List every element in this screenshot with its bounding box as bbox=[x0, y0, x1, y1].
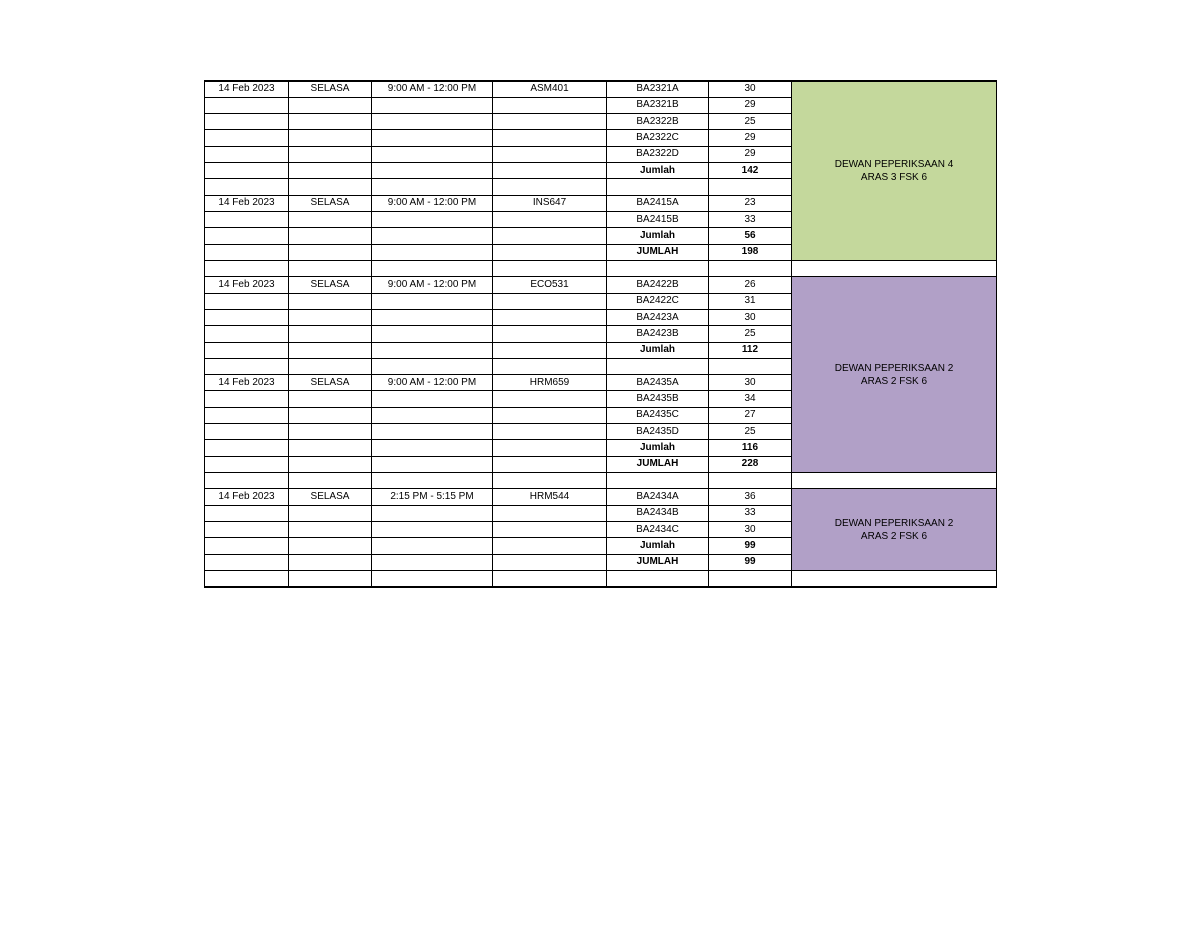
course-code-cell bbox=[493, 505, 607, 521]
exam-date-cell: 14 Feb 2023 bbox=[205, 489, 289, 505]
exam-time-cell: 9:00 AM - 12:00 PM bbox=[372, 81, 493, 97]
student-group-cell: BA2434C bbox=[607, 521, 709, 537]
empty-cell bbox=[205, 260, 289, 276]
empty-cell bbox=[709, 570, 792, 586]
student-count-cell: 25 bbox=[709, 424, 792, 440]
exam-day-cell bbox=[289, 130, 372, 146]
exam-date-cell bbox=[205, 521, 289, 537]
exam-date-cell bbox=[205, 342, 289, 358]
student-group-cell: BA2435C bbox=[607, 407, 709, 423]
student-count-cell: 31 bbox=[709, 293, 792, 309]
venue-floor-name: ARAS 3 FSK 6 bbox=[860, 171, 928, 183]
student-count-cell: 26 bbox=[709, 277, 792, 293]
student-count-cell bbox=[709, 358, 792, 374]
separator-row bbox=[205, 260, 997, 276]
course-code-cell bbox=[493, 212, 607, 228]
student-count-cell: 99 bbox=[709, 554, 792, 570]
student-group-cell: BA2415B bbox=[607, 212, 709, 228]
exam-time-cell bbox=[372, 293, 493, 309]
empty-cell bbox=[493, 260, 607, 276]
exam-time-cell bbox=[372, 114, 493, 130]
exam-day-cell bbox=[289, 407, 372, 423]
exam-venue-cell bbox=[792, 489, 997, 571]
exam-date-cell bbox=[205, 391, 289, 407]
student-group-cell bbox=[607, 179, 709, 195]
student-count-cell: 30 bbox=[709, 521, 792, 537]
exam-date-cell bbox=[205, 228, 289, 244]
empty-cell bbox=[372, 570, 493, 586]
exam-date-cell bbox=[205, 212, 289, 228]
student-group-cell: JUMLAH bbox=[607, 244, 709, 260]
exam-day-cell: SELASA bbox=[289, 195, 372, 211]
exam-date-cell bbox=[205, 97, 289, 113]
exam-day-cell bbox=[289, 179, 372, 195]
exam-time-cell bbox=[372, 554, 493, 570]
exam-time-cell bbox=[372, 97, 493, 113]
course-code-cell bbox=[493, 146, 607, 162]
course-code-cell bbox=[493, 456, 607, 472]
student-group-cell: JUMLAH bbox=[607, 456, 709, 472]
exam-schedule-body bbox=[205, 81, 997, 587]
exam-date-cell bbox=[205, 244, 289, 260]
student-group-cell: BA2423A bbox=[607, 309, 709, 325]
student-group-cell: BA2435A bbox=[607, 375, 709, 391]
exam-date-cell bbox=[205, 554, 289, 570]
separator-row bbox=[205, 570, 997, 586]
exam-date-cell bbox=[205, 130, 289, 146]
student-group-cell: Jumlah bbox=[607, 440, 709, 456]
exam-day-cell bbox=[289, 212, 372, 228]
exam-date-cell bbox=[205, 424, 289, 440]
empty-cell bbox=[493, 570, 607, 586]
course-code-cell bbox=[493, 342, 607, 358]
student-group-cell: BA2434A bbox=[607, 489, 709, 505]
table-row bbox=[205, 277, 997, 293]
exam-date-cell bbox=[205, 179, 289, 195]
exam-venue-cell bbox=[792, 277, 997, 473]
student-group-cell: BA2322D bbox=[607, 146, 709, 162]
exam-day-cell: SELASA bbox=[289, 277, 372, 293]
student-group-cell bbox=[607, 358, 709, 374]
student-count-cell: 30 bbox=[709, 375, 792, 391]
venue-hall-name: DEWAN PEPERIKSAAN 2 bbox=[834, 517, 954, 529]
exam-date-cell bbox=[205, 293, 289, 309]
exam-day-cell bbox=[289, 391, 372, 407]
exam-time-cell: 9:00 AM - 12:00 PM bbox=[372, 375, 493, 391]
student-count-cell: 228 bbox=[709, 456, 792, 472]
exam-date-cell bbox=[205, 505, 289, 521]
student-count-cell: 99 bbox=[709, 538, 792, 554]
exam-time-cell bbox=[372, 244, 493, 260]
student-group-cell: BA2415A bbox=[607, 195, 709, 211]
course-code-cell bbox=[493, 114, 607, 130]
student-group-cell: BA2321A bbox=[607, 81, 709, 97]
student-group-cell: BA2322C bbox=[607, 130, 709, 146]
student-group-cell: BA2322B bbox=[607, 114, 709, 130]
venue-floor-name: ARAS 2 FSK 6 bbox=[860, 530, 928, 542]
empty-cell bbox=[792, 473, 997, 489]
student-count-cell: 56 bbox=[709, 228, 792, 244]
student-count-cell: 30 bbox=[709, 309, 792, 325]
exam-day-cell bbox=[289, 521, 372, 537]
student-count-cell: 142 bbox=[709, 163, 792, 179]
student-count-cell: 27 bbox=[709, 407, 792, 423]
exam-day-cell: SELASA bbox=[289, 81, 372, 97]
exam-date-cell: 14 Feb 2023 bbox=[205, 375, 289, 391]
exam-day-cell bbox=[289, 309, 372, 325]
exam-time-cell bbox=[372, 146, 493, 162]
student-count-cell: 116 bbox=[709, 440, 792, 456]
exam-time-cell: 9:00 AM - 12:00 PM bbox=[372, 195, 493, 211]
student-group-cell: Jumlah bbox=[607, 163, 709, 179]
student-group-cell: BA2422C bbox=[607, 293, 709, 309]
student-count-cell: 25 bbox=[709, 326, 792, 342]
exam-day-cell bbox=[289, 97, 372, 113]
course-code-cell: HRM659 bbox=[493, 375, 607, 391]
exam-date-cell bbox=[205, 358, 289, 374]
empty-cell bbox=[607, 570, 709, 586]
exam-date-cell bbox=[205, 114, 289, 130]
exam-day-cell bbox=[289, 456, 372, 472]
empty-cell bbox=[289, 260, 372, 276]
student-count-cell: 33 bbox=[709, 505, 792, 521]
course-code-cell bbox=[493, 424, 607, 440]
course-code-cell bbox=[493, 440, 607, 456]
student-count-cell: 198 bbox=[709, 244, 792, 260]
student-count-cell: 112 bbox=[709, 342, 792, 358]
table-row bbox=[205, 81, 997, 97]
empty-cell bbox=[709, 473, 792, 489]
exam-time-cell bbox=[372, 130, 493, 146]
exam-date-cell: 14 Feb 2023 bbox=[205, 81, 289, 97]
course-code-cell bbox=[493, 244, 607, 260]
empty-cell bbox=[792, 260, 997, 276]
student-count-cell: 29 bbox=[709, 146, 792, 162]
exam-day-cell bbox=[289, 554, 372, 570]
exam-day-cell bbox=[289, 244, 372, 260]
empty-cell bbox=[205, 570, 289, 586]
empty-cell bbox=[289, 570, 372, 586]
exam-time-cell bbox=[372, 342, 493, 358]
exam-time-cell: 9:00 AM - 12:00 PM bbox=[372, 277, 493, 293]
exam-date-cell: 14 Feb 2023 bbox=[205, 277, 289, 293]
empty-cell bbox=[372, 473, 493, 489]
student-group-cell: BA2422B bbox=[607, 277, 709, 293]
exam-time-cell bbox=[372, 326, 493, 342]
exam-date-cell bbox=[205, 456, 289, 472]
exam-day-cell bbox=[289, 424, 372, 440]
exam-day-cell bbox=[289, 114, 372, 130]
course-code-cell: INS647 bbox=[493, 195, 607, 211]
course-code-cell bbox=[493, 293, 607, 309]
student-count-cell: 33 bbox=[709, 212, 792, 228]
exam-time-cell bbox=[372, 163, 493, 179]
empty-cell bbox=[372, 260, 493, 276]
venue-floor-name: ARAS 2 FSK 6 bbox=[860, 375, 928, 387]
exam-time-cell bbox=[372, 538, 493, 554]
table-row bbox=[205, 489, 997, 505]
student-group-cell: Jumlah bbox=[607, 228, 709, 244]
exam-date-cell bbox=[205, 146, 289, 162]
empty-cell bbox=[607, 260, 709, 276]
course-code-cell bbox=[493, 309, 607, 325]
exam-date-cell bbox=[205, 407, 289, 423]
exam-day-cell bbox=[289, 342, 372, 358]
exam-day-cell: SELASA bbox=[289, 375, 372, 391]
exam-day-cell bbox=[289, 228, 372, 244]
exam-day-cell bbox=[289, 505, 372, 521]
student-count-cell: 23 bbox=[709, 195, 792, 211]
student-group-cell: BA2435B bbox=[607, 391, 709, 407]
venue-hall-name: DEWAN PEPERIKSAAN 2 bbox=[834, 362, 954, 374]
student-group-cell: Jumlah bbox=[607, 538, 709, 554]
course-code-cell bbox=[493, 358, 607, 374]
exam-day-cell: SELASA bbox=[289, 489, 372, 505]
exam-date-cell bbox=[205, 326, 289, 342]
exam-time-cell bbox=[372, 309, 493, 325]
empty-cell bbox=[607, 473, 709, 489]
course-code-cell bbox=[493, 538, 607, 554]
course-code-cell bbox=[493, 228, 607, 244]
exam-day-cell bbox=[289, 358, 372, 374]
student-count-cell: 25 bbox=[709, 114, 792, 130]
exam-date-cell bbox=[205, 309, 289, 325]
student-count-cell: 36 bbox=[709, 489, 792, 505]
empty-cell bbox=[709, 260, 792, 276]
exam-time-cell bbox=[372, 391, 493, 407]
exam-date-cell bbox=[205, 440, 289, 456]
student-group-cell: BA2434B bbox=[607, 505, 709, 521]
course-code-cell bbox=[493, 407, 607, 423]
student-count-cell: 34 bbox=[709, 391, 792, 407]
course-code-cell bbox=[493, 163, 607, 179]
exam-time-cell bbox=[372, 440, 493, 456]
course-code-cell bbox=[493, 97, 607, 113]
exam-time-cell bbox=[372, 521, 493, 537]
exam-time-cell bbox=[372, 407, 493, 423]
student-group-cell: BA2321B bbox=[607, 97, 709, 113]
exam-time-cell bbox=[372, 179, 493, 195]
course-code-cell: ASM401 bbox=[493, 81, 607, 97]
course-code-cell: ECO531 bbox=[493, 277, 607, 293]
student-count-cell: 30 bbox=[709, 81, 792, 97]
exam-day-cell bbox=[289, 326, 372, 342]
course-code-cell: HRM544 bbox=[493, 489, 607, 505]
exam-time-cell bbox=[372, 505, 493, 521]
exam-day-cell bbox=[289, 440, 372, 456]
course-code-cell bbox=[493, 391, 607, 407]
exam-day-cell bbox=[289, 538, 372, 554]
exam-date-cell: 14 Feb 2023 bbox=[205, 195, 289, 211]
exam-time-cell bbox=[372, 358, 493, 374]
student-count-cell: 29 bbox=[709, 97, 792, 113]
empty-cell bbox=[205, 473, 289, 489]
exam-day-cell bbox=[289, 146, 372, 162]
exam-date-cell bbox=[205, 538, 289, 554]
exam-time-cell bbox=[372, 456, 493, 472]
empty-cell bbox=[493, 473, 607, 489]
student-group-cell: BA2423B bbox=[607, 326, 709, 342]
exam-schedule-table bbox=[204, 80, 997, 588]
exam-day-cell bbox=[289, 163, 372, 179]
separator-row bbox=[205, 473, 997, 489]
exam-day-cell bbox=[289, 293, 372, 309]
student-group-cell: JUMLAH bbox=[607, 554, 709, 570]
exam-time-cell bbox=[372, 212, 493, 228]
empty-cell bbox=[792, 570, 997, 586]
venue-hall-name: DEWAN PEPERIKSAAN 4 bbox=[834, 158, 954, 170]
course-code-cell bbox=[493, 521, 607, 537]
student-count-cell bbox=[709, 179, 792, 195]
empty-cell bbox=[289, 473, 372, 489]
student-count-cell: 29 bbox=[709, 130, 792, 146]
course-code-cell bbox=[493, 130, 607, 146]
exam-time-cell bbox=[372, 424, 493, 440]
exam-venue-cell bbox=[792, 81, 997, 260]
exam-time-cell bbox=[372, 228, 493, 244]
course-code-cell bbox=[493, 326, 607, 342]
exam-time-cell: 2:15 PM - 5:15 PM bbox=[372, 489, 493, 505]
exam-date-cell bbox=[205, 163, 289, 179]
student-group-cell: BA2435D bbox=[607, 424, 709, 440]
course-code-cell bbox=[493, 554, 607, 570]
student-group-cell: Jumlah bbox=[607, 342, 709, 358]
course-code-cell bbox=[493, 179, 607, 195]
